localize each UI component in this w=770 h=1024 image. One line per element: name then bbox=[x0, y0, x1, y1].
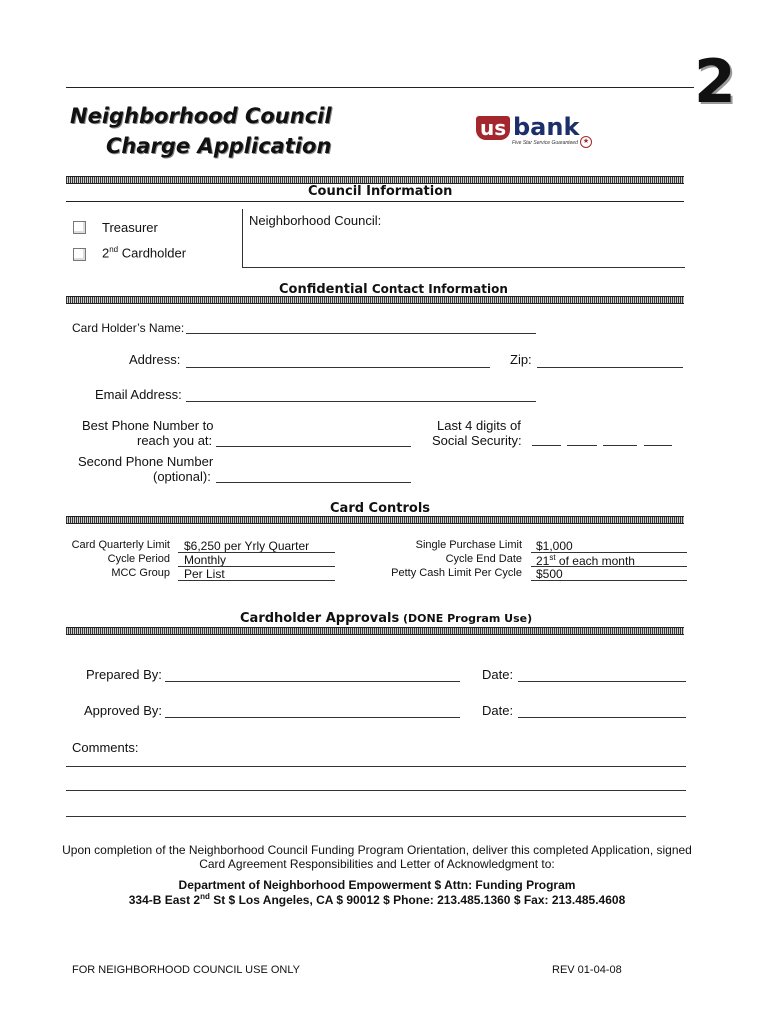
second-cardholder-checkbox[interactable] bbox=[73, 248, 86, 261]
control-label-cycle-period: Cycle Period bbox=[107, 553, 170, 565]
control-value-cycle-end: 21st of each month bbox=[536, 553, 635, 568]
usbank-logo bbox=[476, 114, 606, 148]
approved-date-field[interactable] bbox=[518, 717, 686, 718]
control-line-mcc bbox=[178, 580, 335, 581]
address-line: 334-B East 2nd St $ Los Angeles, CA $ 90012 $ Phone: 213.485.1360 $ Fax: 213.485.4608 bbox=[128, 892, 626, 907]
logo-tagline: Five Star Service Guaranteed bbox=[512, 140, 578, 146]
control-label-cycle-end: Cycle End Date bbox=[445, 553, 522, 565]
instructions-line-1: Upon completion of the Neighborhood Council Funding Program Orientation, deliver this completed Application, signed bbox=[62, 843, 692, 857]
comments-line-2[interactable] bbox=[66, 790, 686, 791]
treasurer-checkbox[interactable] bbox=[73, 221, 86, 234]
comments-line-3[interactable] bbox=[66, 816, 686, 817]
section-bar-council bbox=[66, 176, 684, 184]
revision-note: REV 01-04-08 bbox=[552, 964, 622, 976]
ssn-digit-3[interactable] bbox=[603, 445, 637, 446]
email-label: Email Address: bbox=[95, 387, 182, 402]
header-rule bbox=[66, 87, 694, 88]
approved-by-field[interactable] bbox=[165, 717, 460, 718]
best-phone-label-1: Best Phone Number to bbox=[82, 418, 214, 433]
prepared-date-field[interactable] bbox=[518, 681, 686, 682]
section-title-contact: Confidential Contact Information bbox=[279, 282, 508, 297]
instructions-line-2: Card Agreement Responsibilities and Letter of Acknowledgment to: bbox=[199, 857, 555, 871]
control-line-petty-cash bbox=[531, 580, 687, 581]
approved-by-label: Approved By: bbox=[84, 703, 163, 718]
second-phone-label-1: Second Phone Number bbox=[78, 454, 214, 469]
ssn-digit-4[interactable] bbox=[644, 445, 672, 446]
zip-label: Zip: bbox=[510, 352, 532, 367]
use-only-note: FOR NEIGHBORHOOD COUNCIL USE ONLY bbox=[72, 964, 300, 976]
control-value-mcc: Per List bbox=[184, 567, 225, 581]
comments-label: Comments: bbox=[72, 740, 139, 755]
neighborhood-council-label: Neighborhood Council: bbox=[249, 213, 382, 228]
section-title-approvals: Cardholder Approvals (DONE Program Use) bbox=[240, 611, 533, 626]
control-value-petty-cash: $500 bbox=[536, 567, 563, 581]
treasurer-label: Treasurer bbox=[102, 220, 158, 235]
control-value-cycle-period: Monthly bbox=[184, 553, 227, 567]
department-line: Department of Neighborhood Empowerment $ Attn: Funding Program bbox=[178, 878, 576, 892]
prepared-date-label: Date: bbox=[482, 667, 514, 682]
ssn-digit-1[interactable] bbox=[532, 445, 561, 446]
second-phone-field[interactable] bbox=[216, 482, 411, 483]
second-cardholder-label: 2nd Cardholder bbox=[102, 245, 187, 261]
star-logo-icon: ★ bbox=[580, 136, 592, 148]
email-field[interactable] bbox=[186, 401, 536, 402]
section-bar-contact bbox=[66, 296, 684, 304]
section-bar-approvals bbox=[66, 627, 684, 635]
ssn-digit-2[interactable] bbox=[567, 445, 597, 446]
prepared-by-field[interactable] bbox=[165, 681, 460, 682]
best-phone-field[interactable] bbox=[216, 446, 411, 447]
approved-date-label: Date: bbox=[482, 703, 514, 718]
council-rule bbox=[66, 201, 684, 202]
control-value-quarterly: $6,250 per Yrly Quarter bbox=[184, 539, 310, 553]
control-label-single-purchase: Single Purchase Limit bbox=[415, 539, 522, 551]
logo-bank-word: bank bbox=[513, 113, 580, 141]
prepared-by-label: Prepared By: bbox=[86, 667, 162, 682]
page-title-line2: Charge Application bbox=[106, 134, 332, 158]
last4-label-2: Social Security: bbox=[432, 433, 522, 448]
section-title-council-information: Council Information bbox=[308, 184, 453, 199]
address-label: Address: bbox=[129, 352, 181, 367]
control-value-single-purchase: $1,000 bbox=[536, 539, 573, 553]
page-title-line1: Neighborhood Council bbox=[70, 104, 332, 128]
address-field[interactable] bbox=[186, 367, 490, 368]
second-phone-label-2: (optional): bbox=[153, 469, 211, 484]
zip-field[interactable] bbox=[537, 367, 683, 368]
section-title-card-controls: Card Controls bbox=[330, 501, 431, 516]
last4-label-1: Last 4 digits of bbox=[437, 418, 521, 433]
best-phone-label-2: reach you at: bbox=[137, 433, 213, 448]
control-label-quarterly: Card Quarterly Limit bbox=[71, 539, 170, 551]
card-holder-name-field[interactable] bbox=[186, 333, 536, 334]
card-holder-name-label: Card Holder’s Name: bbox=[72, 321, 185, 335]
comments-line-1[interactable] bbox=[66, 766, 686, 767]
control-label-mcc: MCC Group bbox=[111, 567, 170, 579]
form-number: 2 bbox=[694, 47, 736, 117]
logo-us-mark: us bbox=[476, 116, 510, 140]
control-label-petty-cash: Petty Cash Limit Per Cycle bbox=[391, 567, 522, 579]
section-bar-controls bbox=[66, 516, 684, 524]
